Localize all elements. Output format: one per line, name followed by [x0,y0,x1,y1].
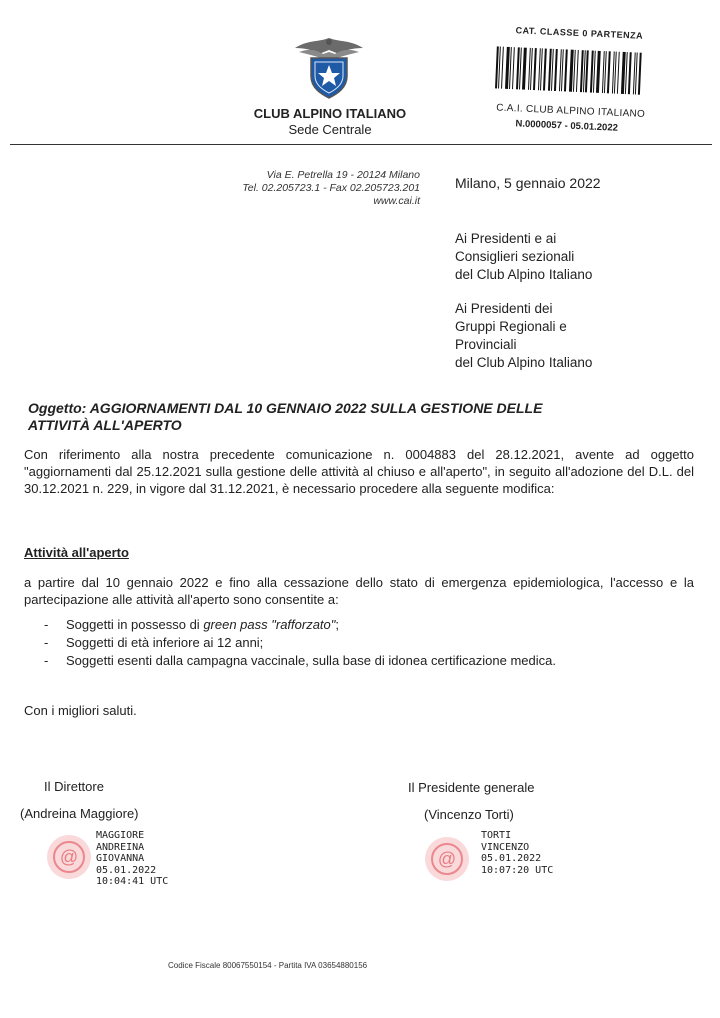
phone-fax-line: Tel. 02.205723.1 - Fax 02.205723.201 [242,182,420,194]
subject-line: Oggetto: AGGIORNAMENTI DAL 10 GENNAIO 2022 SULLA GESTIONE DELLE [28,400,543,416]
list-item: - Soggetti esenti dalla campagna vaccinale, sulla base di idonea certificazione medica. [44,652,704,670]
svg-text:@: @ [59,847,79,867]
closing: Con i migliori saluti. [24,703,137,718]
footer-tax-info: Codice Fiscale 80067550154 - Partita IVA 03654880156 [168,961,368,970]
bullet-list [44,616,704,670]
president-name: (Vincenzo Torti) [424,807,514,822]
address-line: Via E. Petrella 19 - 20124 Milano [266,169,420,181]
svg-text:@: @ [437,849,457,869]
protocol-stamp [483,20,658,147]
address-block [225,169,420,208]
protocol-org: C.A.I. CLUB ALPINO ITALIANO [495,102,646,120]
section-heading: Attività all'aperto [24,545,129,560]
recipient-line: Provinciali [455,337,517,352]
president-role: Il Presidente generale [408,780,535,795]
green-pass-emphasis: green pass "rafforzato" [203,617,336,632]
director-digital-signature: MAGGIORE ANDREINA GIOVANNA 05.01.2022 10:04:41 UTC [96,830,169,887]
header-divider [10,144,712,145]
cai-logo-icon [293,34,365,100]
recipient-line: del Club Alpino Italiano [455,355,593,370]
recipients-group-2 [455,300,592,372]
list-item: - Soggetti di età inferiore ai 12 anni; [44,634,704,652]
org-subtitle: Sede Centrale [288,122,372,137]
recipient-line: Ai Presidenti dei [455,301,553,316]
recipients-group-1 [455,230,592,284]
recipient-line: Gruppi Regionali e [455,319,567,334]
protocol-category: CAT. CLASSE 0 PARTENZA [515,25,644,41]
digital-signature-stamp-icon [44,832,94,882]
recipient-line: Consiglieri sezionali [455,249,575,264]
intro-paragraph: Con riferimento alla nostra precedente comunicazione n. 0004883 del 28.12.2021, avente ad oggetto "aggiornamenti dal 25.12.2021 sulla gestione delle attività al chiuso e all'aperto", in seguito all'adozione del D.L. del 30.12.2021 n. 229, in vigore dal 31.12.2021, è necessario procedere alla seguente modifica: [24,447,694,496]
recipient-line: Ai Presidenti e ai [455,231,557,246]
letter-date: Milano, 5 gennaio 2022 [455,175,601,191]
subject [28,400,598,434]
digital-signature-stamp-icon [422,834,472,884]
recipient-line: del Club Alpino Italiano [455,267,593,282]
website-link[interactable]: www.cai.it [373,195,420,207]
director-name: (Andreina Maggiore) [20,806,139,821]
subject-line: ATTIVITÀ ALL'APERTO [28,417,182,433]
president-digital-signature: TORTI VINCENZO 05.01.2022 10:07:20 UTC [481,830,554,876]
org-name: CLUB ALPINO ITALIANO [253,106,407,121]
section-paragraph: a partire dal 10 gennaio 2022 e fino alla cessazione dello stato di emergenza epidemiologica, l'accesso e la partecipazione alle attività all'aperto sono consentite a: [24,575,694,607]
director-role: Il Direttore [44,779,104,794]
list-item: - Soggetti in possesso di green pass "rafforzato"; [44,616,704,634]
barcode-icon [495,46,645,94]
protocol-number: N.0000057 - 05.01.2022 [515,118,619,134]
